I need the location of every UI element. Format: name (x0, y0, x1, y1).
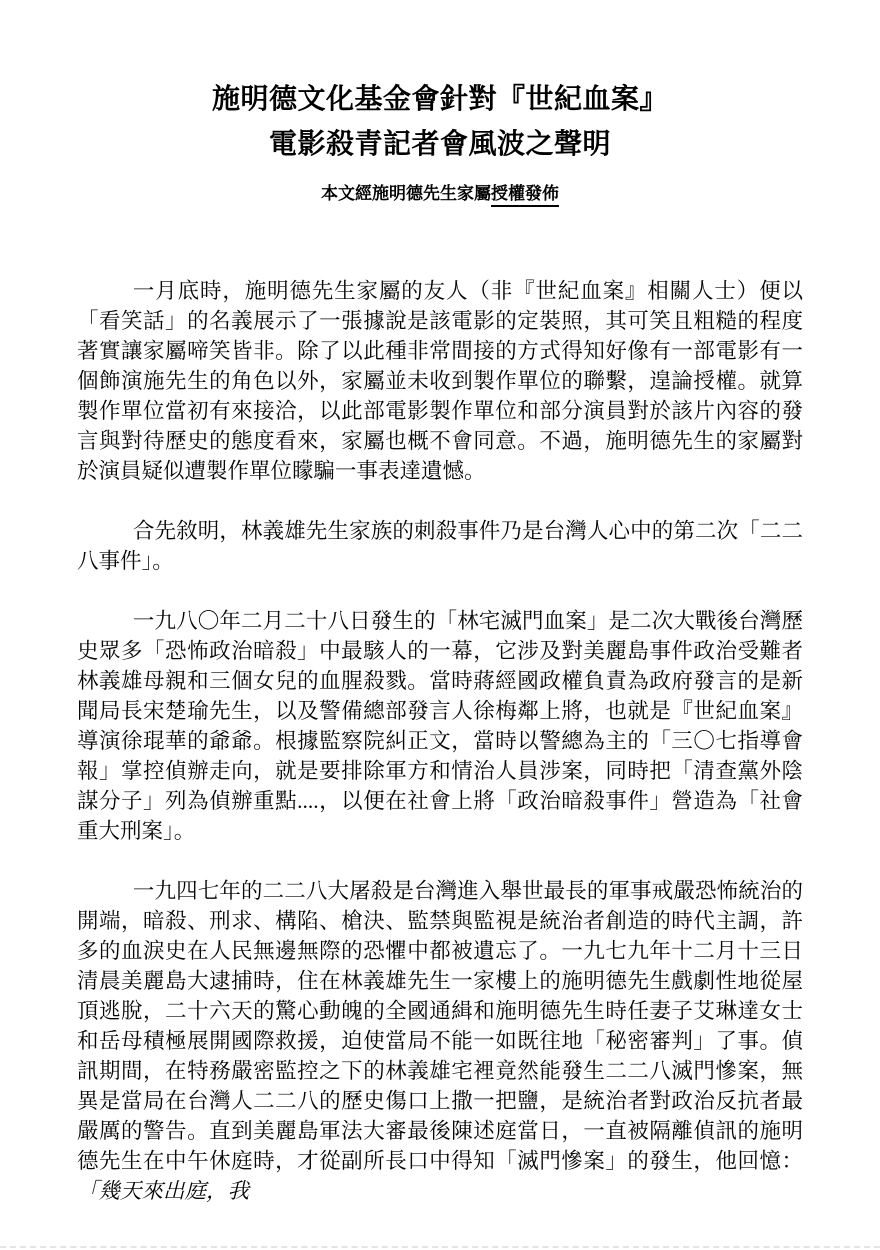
paragraph-4 (77, 876, 803, 1206)
page-title-line-2: 電影殺青記者會風波之聲明 (268, 128, 611, 159)
document-body (77, 276, 803, 1206)
page-title (77, 76, 803, 166)
authorization-note-text: 本文經施明德先生家屬 (321, 184, 491, 203)
paragraph-3: 一九八〇年二月二十八日發生的「林宅滅門血案」是二次大戰後台灣歷史眾多「恐怖政治暗殺」中最駭人的一幕，它涉及對美麗島事件政治受難者林義雄母親和三個女兒的血腥殺戮。當時蔣經國政權負責為政府發言的是新聞局長宋楚瑜先生，以及警備總部發言人徐梅鄰上將，也就是『世紀血案』導演徐琨華的爺爺。根據監察院糾正文，當時以警總為主的「三〇七指導會報」掌控偵辦走向，就是要排除軍方和情治人員涉案，同時把「清查黨外陰謀分子」列為偵辦重點....，以便在社會上將「政治暗殺事件」營造為「社會重大刑案」。 (77, 609, 803, 843)
paragraph-2: 合先敘明，林義雄先生家族的刺殺事件乃是台灣人心中的第二次「二二八事件」。 (77, 519, 803, 573)
paragraph-4-memoir-quote: 「幾天來出庭，我 (77, 1179, 250, 1203)
authorization-note (77, 182, 803, 206)
page-bottom-divider (0, 1246, 880, 1248)
paragraph-1: 一月底時，施明德先生家屬的友人（非『世紀血案』相關人士）便以「看笑話」的名義展示了一張據說是該電影的定裝照，其可笑且粗糙的程度著實讓家屬啼笑皆非。除了以此種非常間接的方式得知好像有一部電影有一個飾演施先生的角色以外，家屬並未收到製作單位的聯繫，遑論授權。就算製作單位當初有來接洽，以此部電影製作單位和部分演員對於該片內容的發言與對待歷史的態度看來，家屬也概不會同意。不過，施明德先生的家屬對於演員疑似遭製作單位矇騙一事表達遺憾。 (77, 279, 803, 483)
authorization-note-underlined-text: 授權發佈 (491, 184, 559, 207)
paragraph-4-text: 一九四七年的二二八大屠殺是台灣進入舉世最長的軍事戒嚴恐怖統治的開端，暗殺、刑求、構陷、槍決、監禁與監視是統治者創造的時代主調，許多的血淚史在人民無邊無際的恐懼中都被遺忘了。一九七九年十二月十三日清晨美麗島大逮捕時，住在林義雄先生一家樓上的施明德先生戲劇性地從屋頂逃脫，二十六天的驚心動魄的全國通緝和施明德先生時任妻子艾琳達女士和岳母積極展開國際救援，迫使當局不能一如既往地「秘密審判」了事。偵訊期間，在特務嚴密監控之下的林義雄宅裡竟然能發生二二八滅門慘案，無異是當局在台灣人二二八的歷史傷口上撒一把鹽，是統治者對政治反抗者最嚴厲的警告。直到美麗島軍法大審最後陳述庭當日，一直被隔離偵訊的施明德先生在中午休庭時，才從副所長口中得知「滅門慘案」的發生，他回憶： (77, 879, 803, 1173)
page-title-line-1: 施明德文化基金會針對『世紀血案』 (211, 83, 668, 114)
